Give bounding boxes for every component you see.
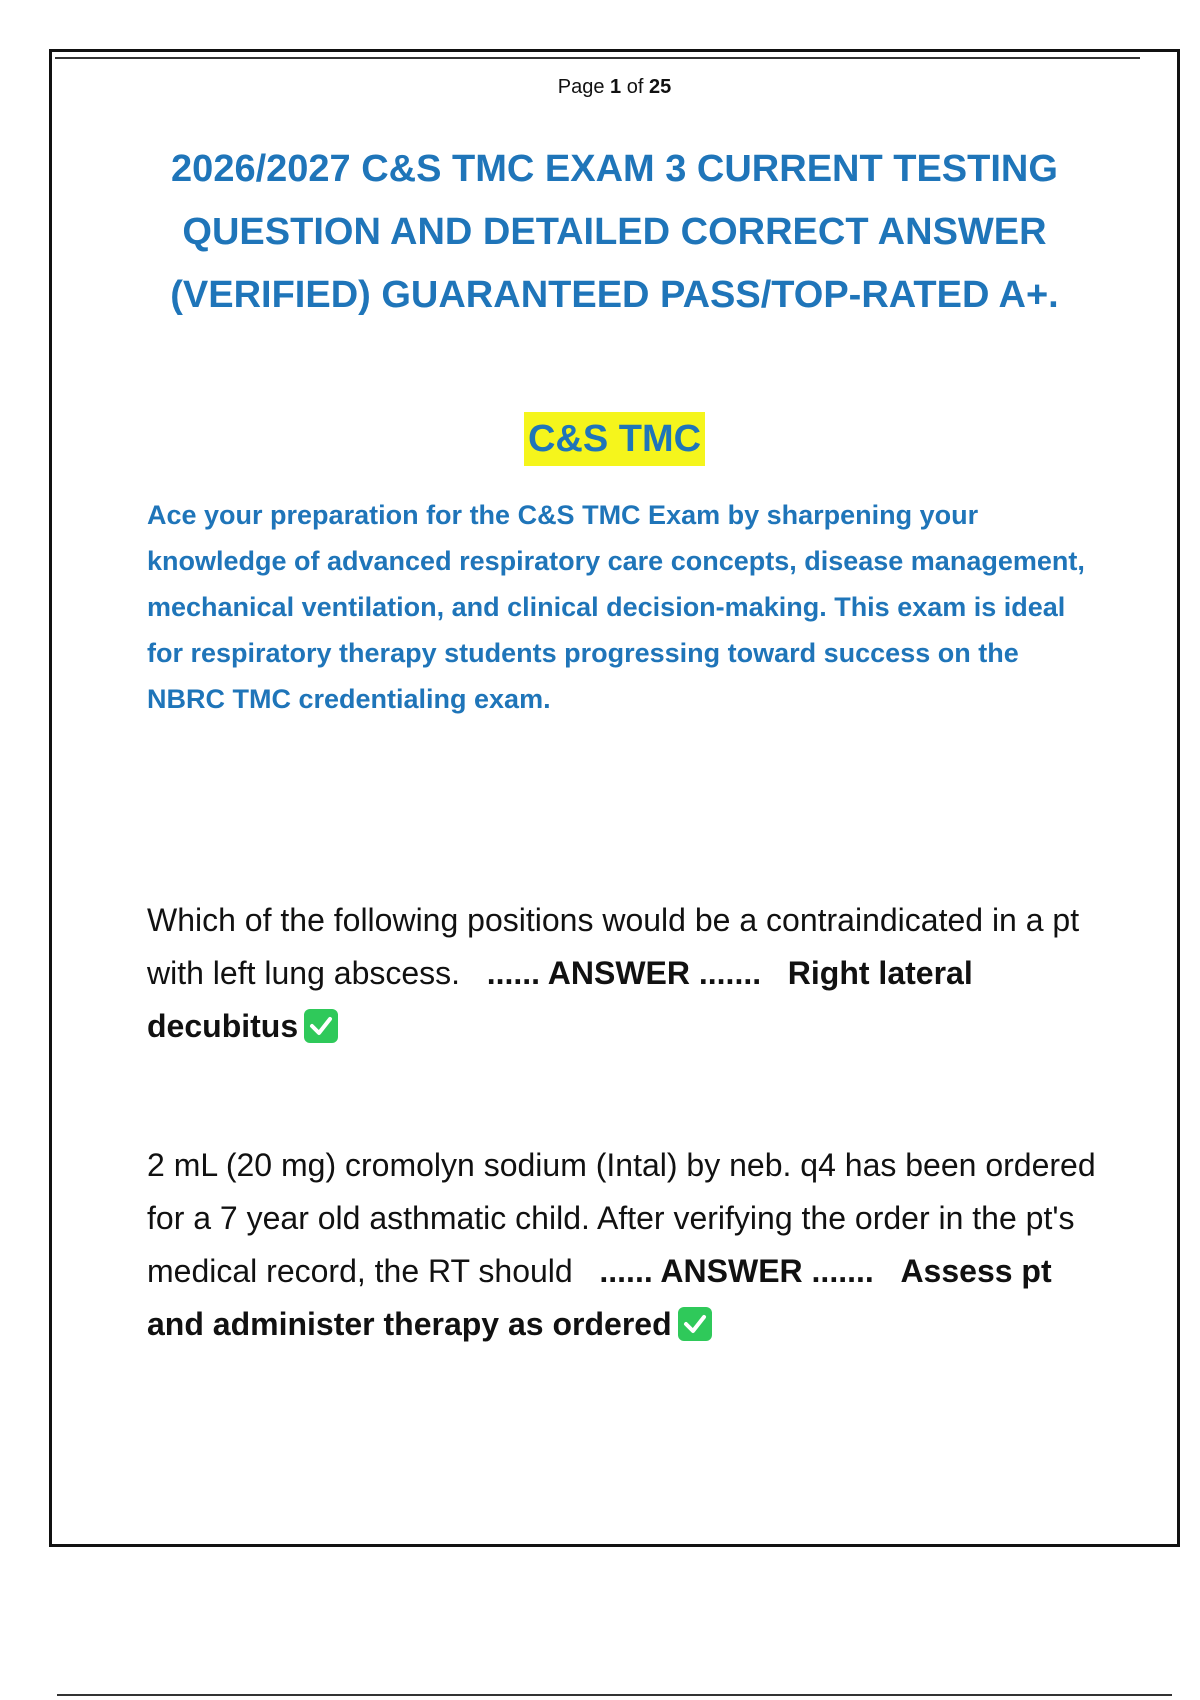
page-current: 1 <box>610 76 622 98</box>
page-of: of <box>626 76 644 98</box>
next-page-rule <box>57 1694 1172 1696</box>
check-mark-icon <box>678 1307 712 1341</box>
page-number <box>52 76 1177 99</box>
answer-marker: ...... ANSWER ....... <box>486 955 762 991</box>
answer-text: Right lateral decubitus <box>147 955 973 1044</box>
document-title: 2026/2027 C&S TMC EXAM 3 CURRENT TESTING QUESTION AND DETAILED CORRECT ANSWER (VERIFIED) GUARANTEED PASS/TOP-RATED A+. <box>170 148 1059 316</box>
check-mark-icon <box>304 1009 338 1043</box>
question-text: 2 mL (20 mg) cromolyn sodium (Intal) by neb. q4 has been ordered for a 7 year old asthmatic child. After verifying the order in the pt's medical record, the RT should <box>147 1147 1096 1289</box>
top-rule <box>55 57 1140 59</box>
answer-marker: ...... ANSWER ....... <box>599 1253 874 1289</box>
subtitle-wrap <box>52 412 1177 466</box>
question-text: Which of the following positions would be a contraindicated in a pt with left lung abscess. <box>147 902 1080 991</box>
page-frame <box>49 49 1180 1547</box>
question-block-1 <box>147 894 1097 1053</box>
intro-paragraph: Ace your preparation for the C&S TMC Exam by sharpening your knowledge of advanced respiratory care concepts, disease management, mechanical ventilation, and clinical decision-making. This exam is ideal for respiratory therapy students progressing toward success on the NBRC TMC credentialing exam. <box>147 500 1085 714</box>
answer-text: Assess pt and administer therapy as ordered <box>147 1253 1052 1342</box>
page-total: 25 <box>648 76 672 98</box>
page-label: Page <box>557 76 605 98</box>
question-block-2 <box>147 1139 1097 1351</box>
highlighted-subtitle: C&S TMC <box>524 412 705 466</box>
